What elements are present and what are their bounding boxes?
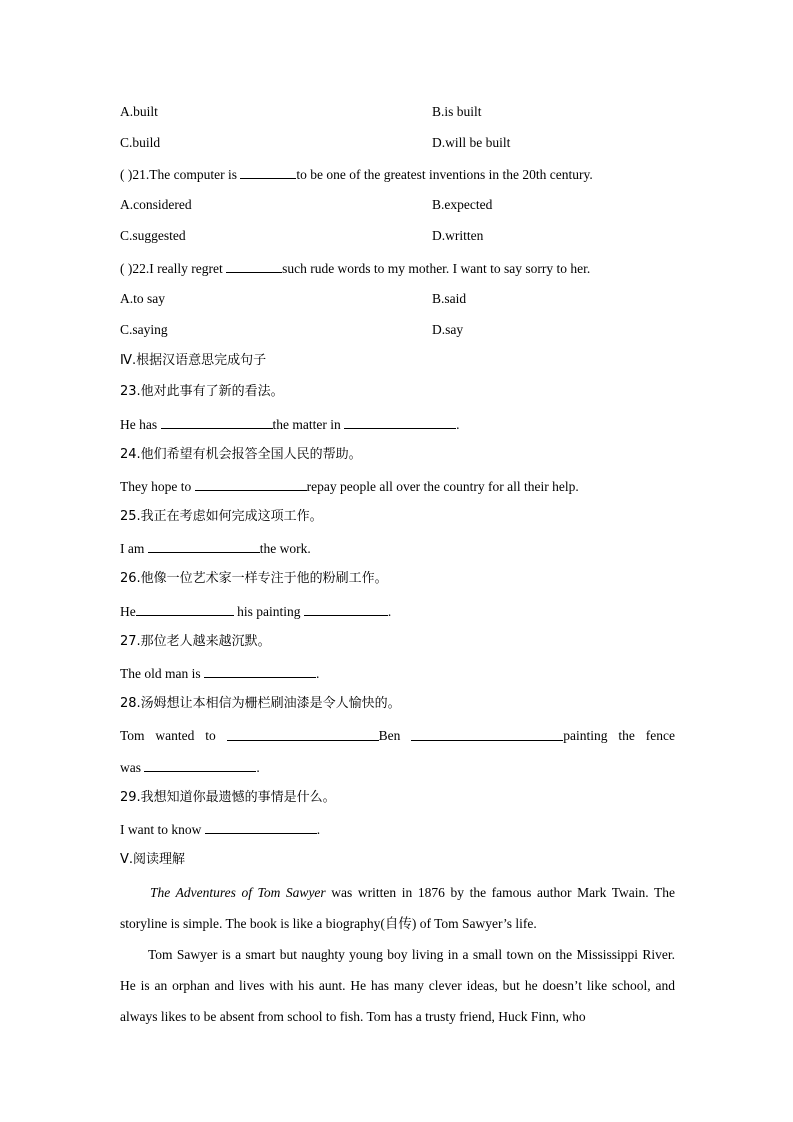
passage-paragraph-1 [120,877,675,939]
q23-text-2: the matter in [272,417,345,432]
q28-word-1: Tom [120,728,145,743]
q27-text-1: The old man is [120,666,204,681]
q28-blank-2-group [411,726,607,746]
q25-chinese: 25.我正在考虑如何完成这项工作。 [120,509,323,524]
q28-text-end: . [256,760,260,775]
q28-word-3: to [205,728,216,743]
q28-blank-1[interactable] [227,726,379,741]
q27-sentence [120,663,675,683]
q28-word-7: fence [645,728,675,743]
q21-blank[interactable] [240,164,296,179]
q22-option-d: D.say [432,322,464,337]
q23-sentence [120,414,675,434]
q25-sentence [120,538,675,558]
q26-blank-2[interactable] [304,601,388,616]
q20-option-c: C.build [120,135,161,150]
q22-option-a: A.to say [120,291,165,306]
q24-text-2: repay people all over the country for all their help. [306,479,579,494]
q28-chinese: 28.汤姆想让本相信为栅栏刷油漆是令人愉快的。 [120,696,401,711]
q28-blank-3[interactable] [144,757,256,772]
q21-option-a: A.considered [120,197,192,212]
q27-blank[interactable] [204,663,316,678]
q21-option-d: D.written [432,228,484,243]
q28-text-was: was [120,760,145,775]
q25-blank[interactable] [148,538,260,553]
q21-text: to be one of the greatest inventions in the 20th century. [296,167,593,182]
q28-blank-1-group [227,726,401,746]
q22-number: ( )22.I really regret [120,261,227,276]
q28-blank-2[interactable] [411,726,563,741]
q26-chinese: 26.他像一位艺术家一样专注于他的粉刷工作。 [120,571,388,586]
q24-text-1: They hope to [120,479,195,494]
q22-text: such rude words to my mother. I want to say sorry to her. [282,261,591,276]
book-title: The Adventures of Tom Sawyer [150,885,326,900]
q28-word-6: the [618,728,635,743]
q20-option-a: A.built [120,104,158,119]
q21-option-c: C.suggested [120,228,186,243]
q20-option-d: D.will be built [432,135,511,150]
q22-stem [120,258,675,278]
q28-word-4: Ben [378,728,401,743]
q26-sentence [120,601,675,621]
q28-word-2: wanted [155,728,195,743]
q21-stem [120,164,675,184]
q22-option-c: C.saying [120,322,168,337]
q21-number: ( )21.The computer is [120,167,241,182]
q26-text-3: . [387,604,392,619]
q29-sentence [120,819,675,839]
q28-sentence-line-2 [120,757,675,777]
q21-option-b: B.expected [432,197,493,212]
q26-blank-1[interactable] [136,601,234,616]
q23-text-1: He has [120,417,161,432]
q23-blank-2[interactable] [344,414,456,429]
q24-sentence [120,476,675,496]
q28-word-5: painting [563,728,608,743]
section-4-title: Ⅳ.根据汉语意思完成句子 [120,353,267,368]
q29-text-1: I want to know [120,822,205,837]
q29-text-2: . [316,822,321,837]
q28-sentence-line-1 [120,726,675,746]
q26-text-2: his painting [233,604,304,619]
section-5-title: Ⅴ.阅读理解 [120,852,186,867]
q25-text-2: the work. [259,541,311,556]
q22-blank[interactable] [226,258,282,273]
q29-chinese: 29.我想知道你最遗憾的事情是什么。 [120,790,336,805]
q23-chinese: 23.他对此事有了新的看法。 [120,384,284,399]
q26-text-1: He [120,604,136,619]
q22-option-b: B.said [432,291,467,306]
q27-chinese: 27.那位老人越来越沉默。 [120,634,271,649]
q27-text-2: . [316,666,320,681]
q24-chinese: 24.他们希望有机会报答全国人民的帮助。 [120,447,362,462]
q23-text-3: . [456,417,460,432]
q23-blank-1[interactable] [161,414,273,429]
q25-text-1: I am [120,541,148,556]
passage-paragraph-1-text: was written in 1876 by the famous author Mark Twain. The storyline is simple. The book is like a biography(自传) of Tom Sawyer’s life. [120,885,675,931]
q20-option-b: B.is built [432,104,482,119]
passage-paragraph-2: Tom Sawyer is a smart but naughty young boy living in a small town on the Mississippi River. He is an orphan and lives with his aunt. He has many clever ideas, but he doesn’t like school, and always likes to be absent from school to fish. Tom has a trusty friend, Huck Finn, who [120,947,675,1024]
q24-blank[interactable] [195,476,307,491]
q29-blank[interactable] [205,819,317,834]
